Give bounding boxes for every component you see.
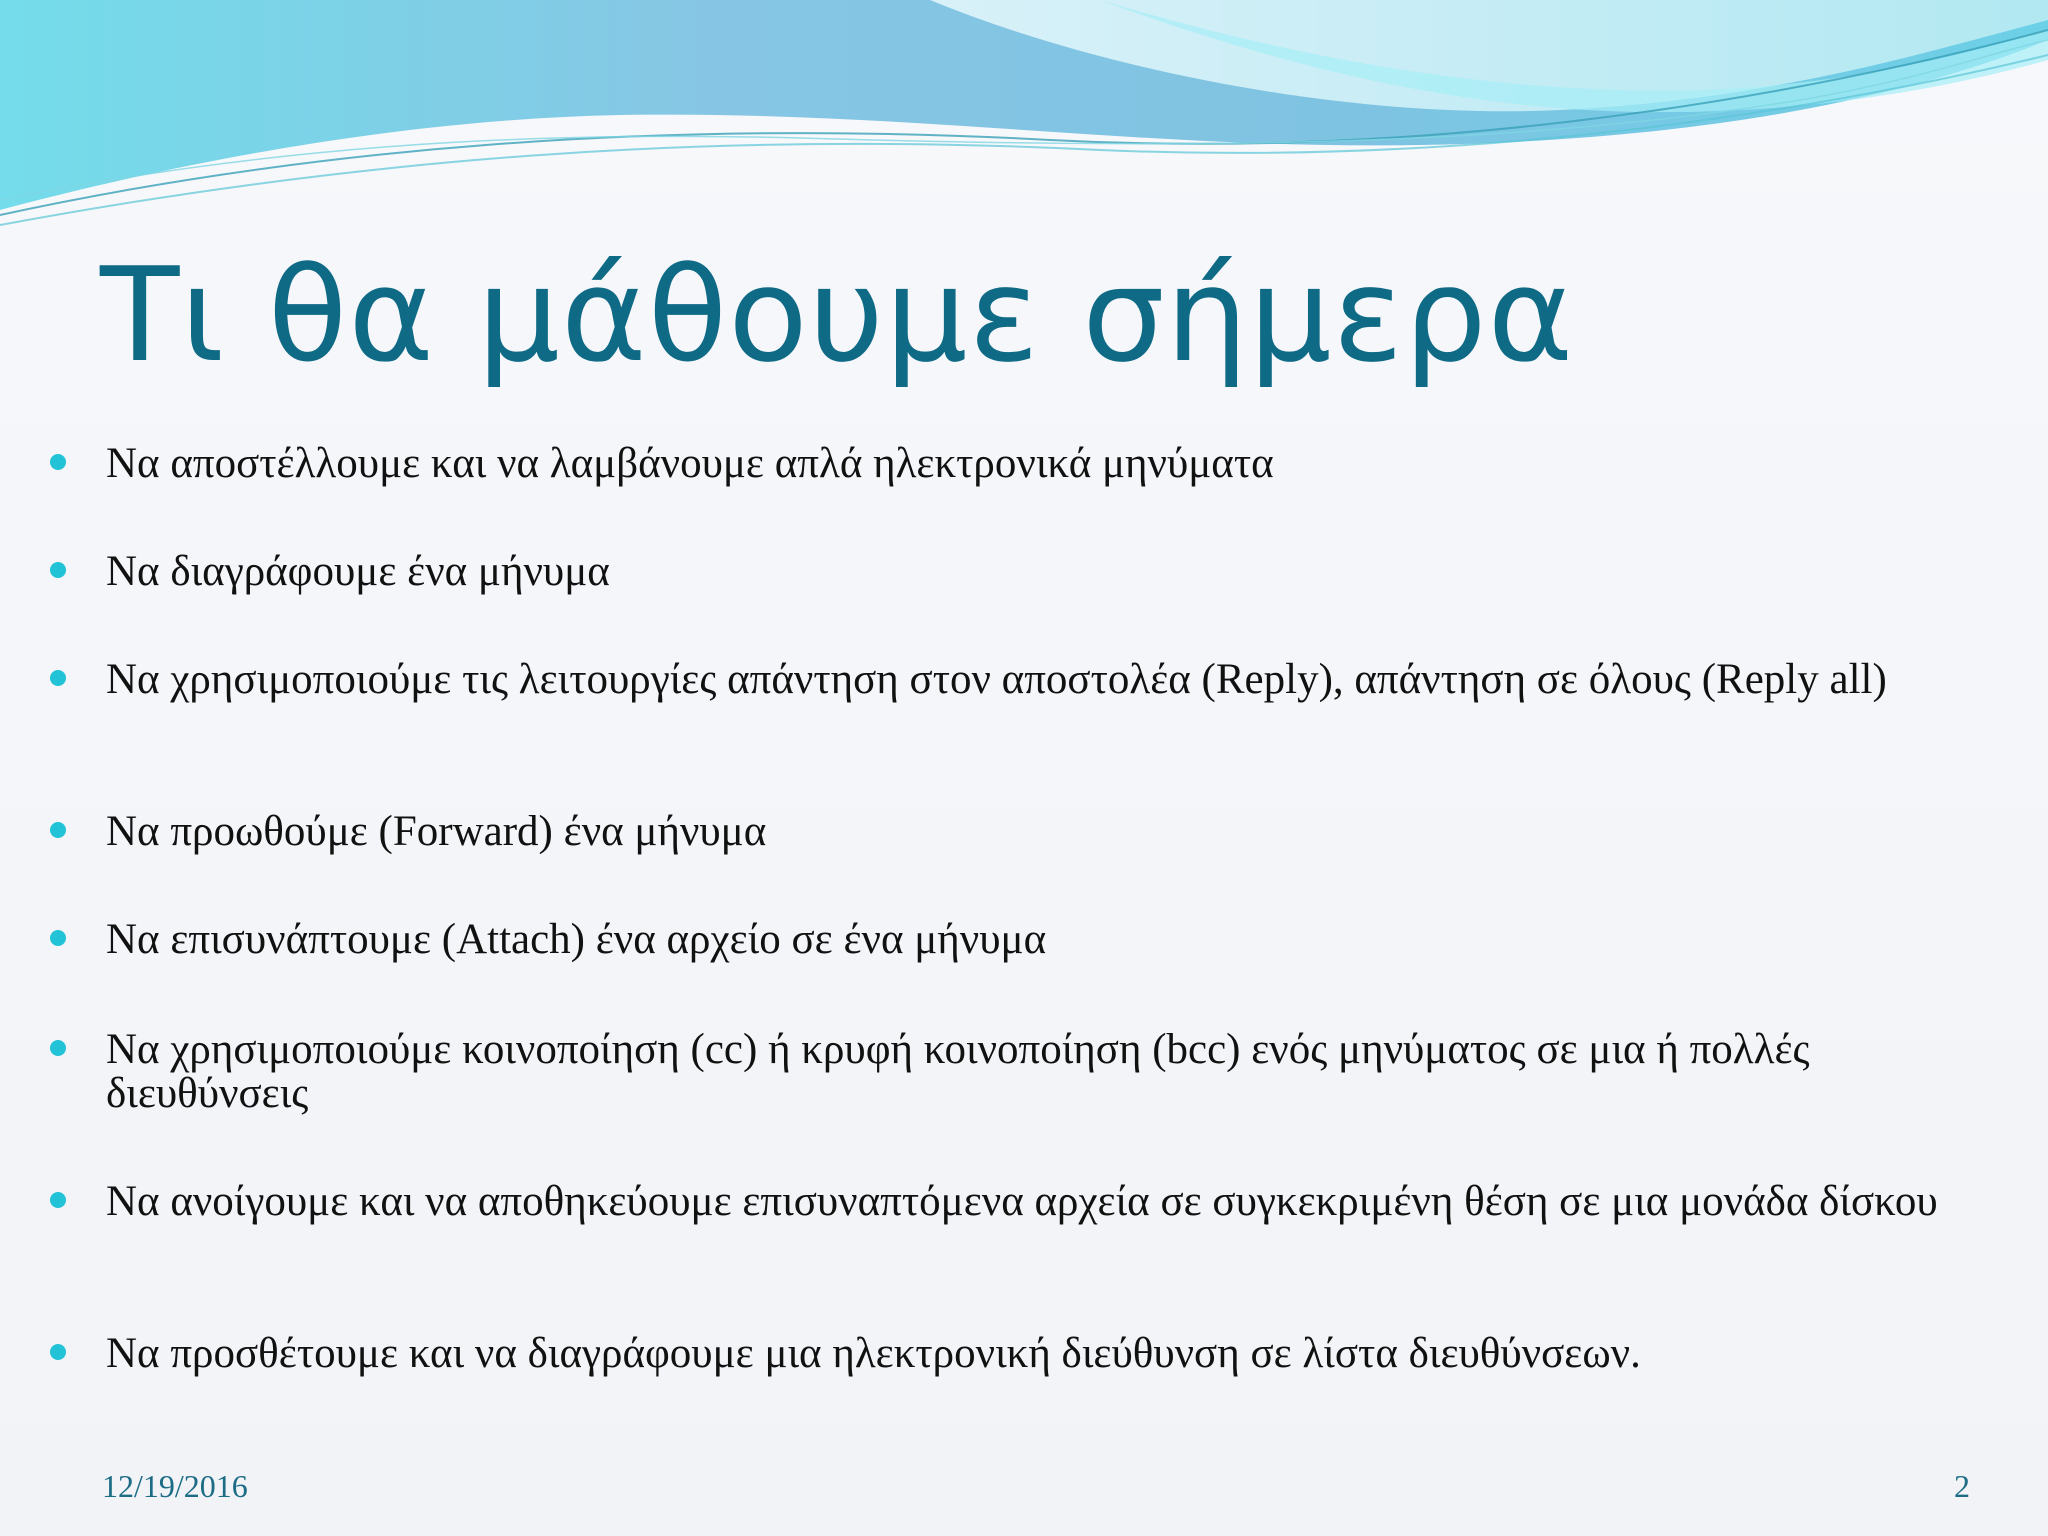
bullet-text: Να διαγράφουμε ένα μήνυμα [106, 548, 610, 595]
bullet-text: Να χρησιμοποιούμε κοινοποίηση (cc) ή κρυφή κοινοποίηση (bcc) ενός μηνύματος σε μια ή πολλές διευθύνσεις [106, 1026, 1810, 1117]
bullet-dot-icon [50, 930, 66, 946]
bullet-dot-icon [50, 1040, 66, 1056]
bullet-text: Να χρησιμοποιούμε τις λειτουργίες απάντηση στον αποστολέα (Reply), απάντηση σε όλους (Reply all) [106, 656, 1887, 703]
bullet-text: Να προωθούμε (Forward) ένα μήνυμα [106, 808, 767, 855]
bullet-dot-icon [50, 1344, 66, 1360]
footer-date: 12/19/2016 [102, 1468, 248, 1504]
bullet-dot-icon [50, 562, 66, 578]
header-wave-decoration [0, 0, 2048, 240]
bullet-dot-icon [50, 670, 66, 686]
bullet-text: Να ανοίγουμε και να αποθηκεύουμε επισυναπτόμενα αρχεία σε συγκεκριμένη θέση σε μια μονάδα δίσκου [106, 1178, 1938, 1225]
bullet-dot-icon [50, 822, 66, 838]
bullet-text: Να αποστέλλουμε και να λαμβάνουμε απλά ηλεκτρονικά μηνύματα [106, 440, 1274, 487]
bullet-dot-icon [50, 1192, 66, 1208]
bullet-dot-icon [50, 454, 66, 470]
footer-page-number: 2 [1954, 1468, 1970, 1504]
bullet-text: Να επισυνάπτουμε (Attach) ένα αρχείο σε ένα μήνυμα [106, 916, 1047, 963]
bullet-text: Να προσθέτουμε και να διαγράφουμε μια ηλεκτρονική διεύθυνση σε λίστα διευθύνσεων. [106, 1330, 1641, 1377]
slide-title: Τι θα μάθουμε σήμερα [100, 239, 1575, 391]
